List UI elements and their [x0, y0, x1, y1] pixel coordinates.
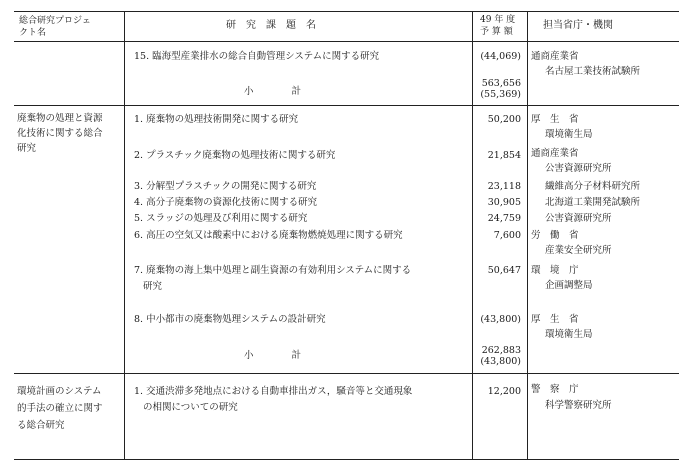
ministry-name: 通商産業省	[531, 148, 579, 159]
ministry-name: 警 察 庁	[531, 384, 579, 395]
budget-amount: 23,118	[487, 181, 521, 192]
institute-name: 産業安全研究所	[545, 245, 612, 256]
project-name: る総合研究	[17, 420, 65, 431]
research-topic: 2. プラスチック廃棄物の処理技術に関する研究	[134, 150, 336, 161]
institute-name: 繊維高分子材料研究所	[545, 181, 641, 192]
institute-name: 科学警察研究所	[545, 400, 612, 411]
research-topic: 5. スラッジの処理及び利用に関する研究	[134, 213, 308, 224]
project-name: 的手法の確立に関す	[17, 403, 103, 414]
header-ministry: 担当省庁・機関	[543, 20, 613, 31]
institute-name: 名古屋工業技術試験所	[545, 66, 641, 77]
header-project-name-line2: クト名	[19, 28, 47, 38]
research-topic: 6. 高圧の空気又は酸素中における廃棄物燃焼処理に関する研究	[134, 230, 403, 241]
institute-name: 環境衛生局	[545, 329, 593, 340]
research-topic: 15. 臨海型産業排水の総合自動管理システムに関する研究	[134, 51, 380, 62]
subtotal-amount: 563,656	[481, 78, 521, 89]
table-bottom-border	[14, 459, 679, 460]
subtotal-amount: 262,883	[481, 345, 521, 356]
section-divider	[14, 373, 679, 374]
institute-name: 公害資源研究所	[545, 163, 612, 174]
research-topic-continued: 研究	[143, 281, 163, 292]
ministry-name: 厚 生 省	[531, 114, 579, 125]
budget-amount: 12,200	[487, 386, 521, 397]
budget-amount: 50,200	[487, 114, 521, 125]
subtotal-amount-secondary: (43,800)	[480, 356, 521, 367]
research-topic: 1. 廃棄物の処理技術開発に関する研究	[134, 114, 299, 125]
subtotal-label: 小 計	[244, 86, 302, 97]
section-divider	[14, 105, 679, 106]
institute-name: 環境衛生局	[545, 129, 593, 140]
project-name: 廃棄物の処理と資源	[17, 113, 103, 124]
research-topic: 1. 交通渋滞多発地点における自動車排出ガス，騒音等と交通現象	[134, 386, 413, 397]
column-divider	[124, 11, 125, 459]
institute-name: 北海道工業開発試験所	[545, 197, 641, 208]
research-topic: 3. 分解型プラスチックの開発に関する研究	[134, 181, 317, 192]
institute-name: 企画調整局	[545, 280, 593, 291]
institute-name: 公害資源研究所	[545, 213, 612, 224]
budget-amount: 30,905	[487, 197, 521, 208]
budget-amount: (43,800)	[480, 314, 521, 325]
budget-amount: 24,759	[487, 213, 521, 224]
header-budget-line1: 49 年 度	[480, 15, 516, 25]
project-name: 研究	[17, 143, 37, 154]
research-topic: 4. 高分子廃棄物の資源化技術に関する研究	[134, 197, 318, 208]
header-research-topic: 研 究 課 題 名	[226, 20, 316, 31]
budget-amount: 21,854	[487, 150, 521, 161]
project-name: 環境計画のシステム	[17, 386, 102, 397]
subtotal-label: 小 計	[244, 350, 302, 361]
ministry-name: 厚 生 省	[531, 314, 579, 325]
header-budget-line2: 予 算 額	[480, 27, 513, 37]
ministry-name: 労 働 省	[531, 230, 579, 241]
project-name: 化技術に関する総合	[17, 128, 103, 139]
subtotal-amount-secondary: (55,369)	[480, 89, 521, 100]
research-topic: 7. 廃棄物の海上集中処理と副生資源の有効利用システムに関する	[134, 265, 412, 276]
header-bottom-border	[14, 41, 679, 42]
header-project-name-line1: 総合研究プロジェ	[19, 16, 91, 26]
research-topic-continued: の相関についての研究	[143, 402, 238, 413]
budget-amount: 7,600	[493, 230, 521, 241]
research-topic: 8. 中小都市の廃棄物処理システムの設計研究	[134, 314, 326, 325]
ministry-name: 通商産業省	[531, 51, 579, 62]
table-top-border	[14, 11, 679, 12]
ministry-name: 環 境 庁	[531, 265, 579, 276]
budget-amount: (44,069)	[480, 51, 521, 62]
column-divider	[527, 11, 528, 459]
budget-amount: 50,647	[487, 265, 521, 276]
